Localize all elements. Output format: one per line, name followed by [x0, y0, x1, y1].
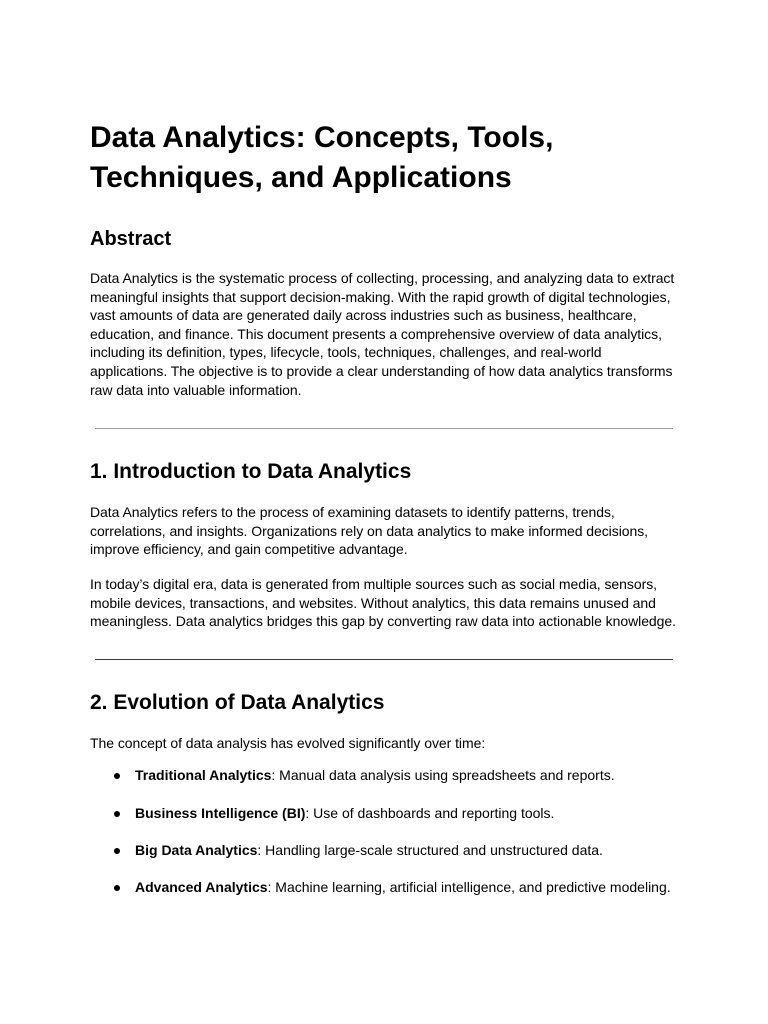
abstract-line: applications. The objective is to provide a clear understanding of how data analytics transforms — [90, 362, 673, 379]
paragraph-line: correlations, and insights. Organizations rely on data analytics to make informed decisions, — [90, 522, 649, 539]
list-item — [90, 804, 710, 823]
list-item-description: : Manual data analysis using spreadsheets and reports. — [271, 767, 615, 783]
paragraph-line: improve efficiency, and gain competitive advantage. — [90, 541, 408, 558]
title-line-1: Data Analytics: Concepts, Tools, — [90, 121, 554, 154]
list-item — [90, 841, 710, 860]
abstract-line: meaningful insights that support decision-making. With the rapid growth of digital technologies, — [90, 288, 671, 305]
list-item — [90, 766, 710, 785]
paragraph-line: In today’s digital era, data is generated from multiple sources such as social media, sensors, — [90, 576, 657, 592]
section-2-heading: 2. Evolution of Data Analytics — [90, 691, 385, 714]
list-item-term: Business Intelligence (BI) — [135, 804, 306, 821]
list-item-term: Traditional Analytics — [135, 767, 272, 783]
paragraph-line: mobile devices, transactions, and websites. Without analytics, this data remains unused and — [90, 594, 656, 611]
paragraph-line: Data Analytics refers to the process of examining datasets to identify patterns, trends, — [90, 504, 615, 520]
bullet-icon — [114, 773, 120, 779]
list-item-description: : Handling large-scale structured and unstructured data. — [257, 841, 603, 858]
section-1-paragraph-1 — [90, 503, 690, 559]
bullet-icon — [114, 811, 120, 817]
document-title — [90, 118, 690, 198]
abstract-paragraph — [90, 269, 690, 399]
list-item-description: : Machine learning, artificial intelligence, and predictive modeling. — [267, 878, 671, 895]
section-divider — [95, 428, 673, 429]
list-item — [90, 878, 710, 897]
section-1-paragraph-2 — [90, 575, 690, 631]
list-item-description: : Use of dashboards and reporting tools. — [305, 804, 555, 821]
abstract-line: education, and finance. This document presents a comprehensive overview of data analytics, — [90, 325, 662, 342]
section-1-heading: 1. Introduction to Data Analytics — [90, 460, 412, 483]
list-item-term: Big Data Analytics — [135, 841, 258, 858]
abstract-line: including its definition, types, lifecycle, tools, techniques, challenges, and real-world — [90, 344, 602, 361]
bullet-icon — [114, 848, 120, 854]
abstract-heading: Abstract — [90, 228, 172, 250]
abstract-line: raw data into valuable information. — [90, 381, 302, 398]
abstract-line: vast amounts of data are generated daily across industries such as business, healthcare, — [90, 307, 637, 324]
title-line-2: Techniques, and Applications — [90, 161, 512, 194]
section-2-intro: The concept of data analysis has evolved significantly over time: — [90, 735, 486, 751]
paragraph-line: meaningless. Data analytics bridges this gap by converting raw data into actionable knowledge. — [90, 613, 676, 630]
abstract-line: Data Analytics is the systematic process of collecting, processing, and analyzing data to extract — [90, 270, 675, 286]
list-item-term: Advanced Analytics — [135, 878, 268, 895]
bullet-icon — [114, 885, 120, 891]
evolution-list — [90, 766, 710, 897]
section-divider — [95, 659, 673, 660]
